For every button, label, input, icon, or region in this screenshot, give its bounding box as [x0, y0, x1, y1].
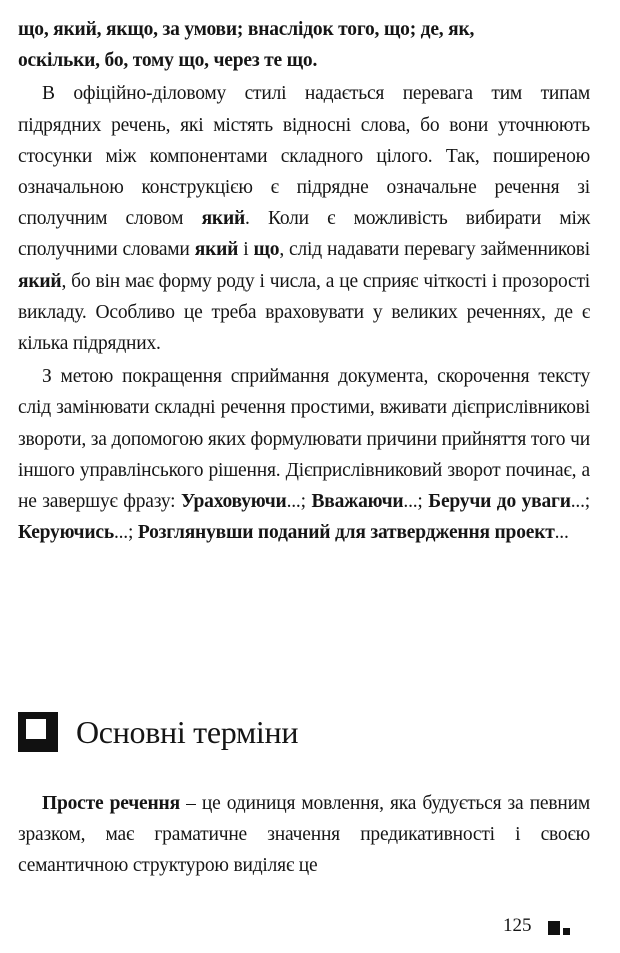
text-segment: ...	[554, 522, 569, 544]
bold-phrase: Беручи до уваги	[428, 491, 571, 513]
page-number: 125	[503, 915, 532, 936]
bold-word: який	[201, 208, 246, 230]
conjunctions-line-1: що, який, якщо, за умови; внаслідок того, що; де, як,	[18, 19, 475, 40]
bold-phrase: Керуючись	[18, 522, 114, 544]
paragraph-relative-words	[18, 78, 590, 359]
bold-phrase: Розглянувши поданий для затвердження проект	[137, 522, 555, 544]
text-segment: В офіційно-діловому стилі надається перевага тим типам підрядних речень, які містять відносні слова, бо вони уточнюють стосунки між компонентами складного цілого. Так, поширеною означальною конструкцією є підрядне означальне речення зі сполучним словом	[18, 83, 590, 230]
text-segment: . Коли є можливість вибирати між сполучними словами	[18, 208, 590, 261]
text-segment: ...;	[113, 522, 138, 544]
text-segment: і	[238, 239, 254, 261]
page-footer	[503, 915, 570, 937]
bold-word: що	[253, 239, 280, 261]
paragraph-participle-phrases	[18, 361, 590, 548]
text-segment: ...;	[570, 491, 590, 513]
text-segment: З метою покращення сприймання документа, скорочення тексту слід замінювати складні речення простими, вживати дієприслівникові звороти, за допомогою яких формулювати причини прийняття того чи іншого управлінського рішення. Дієприслівниковий зворот починає, а не завершує фразу:	[18, 366, 590, 513]
text-segment: , слід надавати перевагу займенникові	[279, 239, 590, 261]
black-square-icon	[18, 712, 58, 752]
footer-mark-icon	[548, 917, 570, 935]
page-body	[18, 14, 590, 548]
paragraph-conjunctions-list	[18, 14, 590, 76]
bold-phrase: Вважаючи	[311, 491, 404, 513]
text-segment: ...;	[286, 491, 312, 513]
text-segment: ...;	[403, 491, 429, 513]
term-name: Просте речення	[42, 793, 180, 814]
text-segment: , бо він має форму роду і числа, а це сприяє чіткості і прозорості викладу. Особливо це треба враховувати у великих реченнях, де є кілька підрядних.	[18, 270, 590, 355]
term-definition	[18, 788, 590, 882]
terms-section	[18, 788, 590, 882]
section-title: Основні терміни	[76, 713, 299, 750]
conjunctions-line-2: оскільки, бо, тому що, через те що.	[18, 50, 318, 72]
term-text: – це одиниця мовлення, яка будується за певним зразком, має граматичне значення предикативності і своєю семантичною структурою виділяє це	[18, 793, 591, 877]
bold-word: який	[18, 270, 62, 292]
section-heading	[18, 702, 298, 762]
bold-word: який	[194, 239, 239, 261]
bold-phrase: Ураховуючи	[180, 491, 287, 513]
